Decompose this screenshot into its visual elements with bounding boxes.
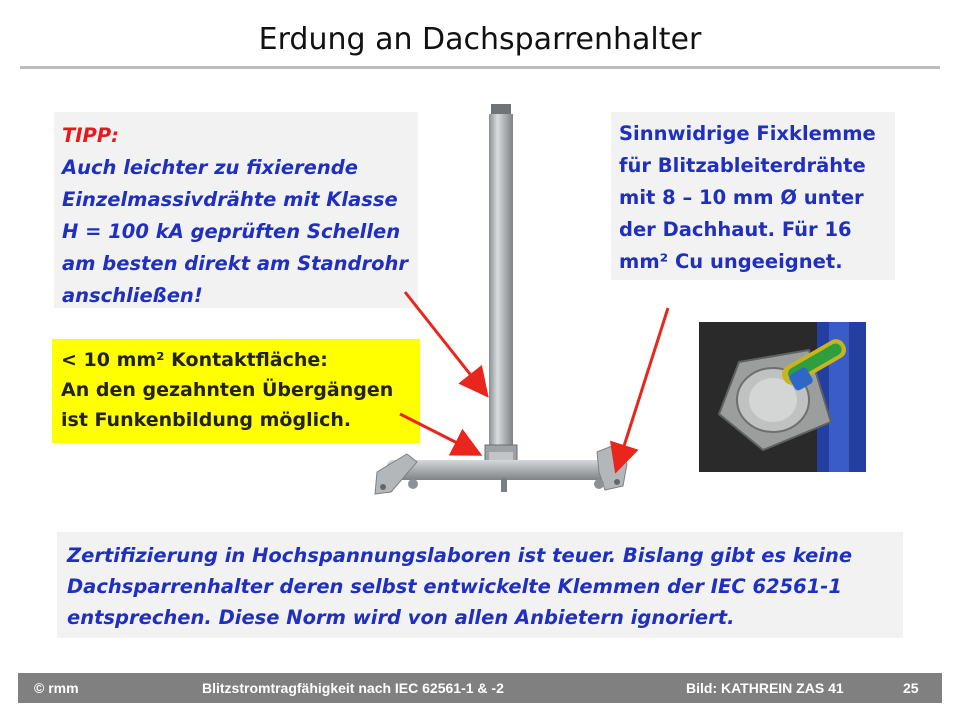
tip-line: Einzelmassivdrähte mit Klasse bbox=[62, 188, 398, 211]
footer-page-number: 25 bbox=[903, 680, 919, 696]
cert-line: Zertifizierung in Hochspannungslaboren ist teuer. Bislang gibt es keine bbox=[67, 544, 853, 567]
clamp-note-line: für Blitzableiterdrähte bbox=[619, 154, 866, 177]
tip-heading: TIPP: bbox=[62, 124, 119, 147]
clamp-note-line: Sinnwidrige Fixklemme bbox=[619, 122, 876, 145]
cert-line: Dachsparrenhalter deren selbst entwickelte Klemmen der IEC 62561-1 bbox=[67, 575, 842, 598]
clamp-closeup-image bbox=[699, 322, 866, 472]
tip-line: Auch leichter zu fixierende bbox=[62, 156, 358, 179]
clamp-note-line: mit 8 – 10 mm Ø unter bbox=[619, 186, 864, 209]
footer-subject: Blitzstromtragfähigkeit nach IEC 62561-1 & -2 bbox=[202, 680, 504, 696]
contact-line: An den gezahnten Übergängen bbox=[61, 379, 394, 401]
tip-line: H = 100 kA geprüften Schellen bbox=[62, 220, 401, 243]
tip-line: anschließen! bbox=[62, 284, 203, 307]
cert-line: entsprechen. Diese Norm wird von allen Anbietern ignoriert. bbox=[67, 606, 735, 629]
tip-line: am besten direkt am Standrohr bbox=[62, 252, 408, 275]
clamp-note-line: mm² Cu ungeeignet. bbox=[619, 250, 843, 273]
slide-title: Erdung an Dachsparrenhalter bbox=[258, 22, 702, 57]
contact-line: < 10 mm² Kontaktfläche: bbox=[61, 349, 328, 371]
certification-box bbox=[57, 532, 903, 638]
footer-bar bbox=[18, 673, 942, 703]
contact-line: ist Funkenbildung möglich. bbox=[61, 409, 352, 431]
clamp-note-line: der Dachhaut. Für 16 bbox=[619, 218, 852, 241]
footer-copyright: © rmm bbox=[34, 680, 79, 696]
mast-bracket-image bbox=[355, 100, 655, 510]
title-divider bbox=[20, 66, 940, 69]
footer-image-credit: Bild: KATHREIN ZAS 41 bbox=[686, 680, 844, 696]
